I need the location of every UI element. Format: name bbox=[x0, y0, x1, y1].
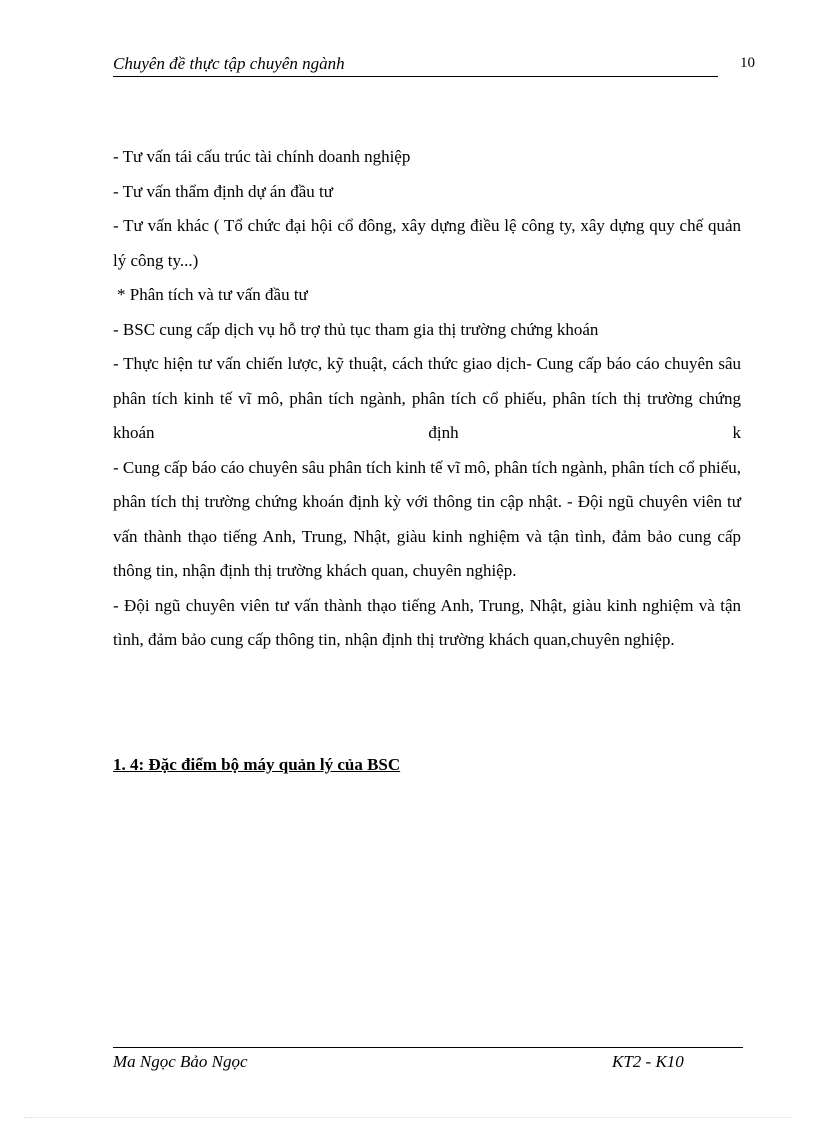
page-number: 10 bbox=[740, 55, 755, 71]
paragraph-5: - BSC cung cấp dịch vụ hỗ trợ thủ tục tham gia thị trường chứng khoán bbox=[113, 319, 599, 339]
paragraph-4: * Phân tích và tư vấn đầu tư bbox=[117, 285, 308, 304]
footer-rule bbox=[113, 1047, 743, 1048]
paragraph-7: - Cung cấp báo cáo chuyên sâu phân tích kinh tế vĩ mô, phân tích ngành, phân tích cổ phiếu, phân tích thị trường chứng khoán định kỳ với thông tin cập nhật. - Đội ngũ chuyên viên tư vấn thành thạo tiếng Anh, Trung, Nhật, giàu kinh nghiệm và tận tình, đảm bảo cung cấp thông tin, nhận định thị trường khách quan, chuyên nghiệp. bbox=[113, 457, 741, 580]
body-text bbox=[113, 140, 741, 658]
footer-author: Ma Ngọc Bảo Ngọc bbox=[113, 1052, 248, 1071]
paragraph-2: - Tư vấn thẩm định dự án đầu tư bbox=[113, 181, 333, 201]
paragraph-6: - Thực hiện tư vấn chiến lược, kỹ thuật, cách thức giao dịch- Cung cấp báo cáo chuyên sâu phân tích kinh tế vĩ mô, phân tích ngành, phân tích cổ phiếu, phân tích thị trường chứng khoán định k bbox=[113, 354, 741, 442]
header-rule bbox=[113, 76, 718, 77]
paragraph-1: - Tư vấn tái cấu trúc tài chính doanh nghiệp bbox=[113, 147, 411, 166]
section-heading: 1. 4: Đặc điểm bộ máy quản lý của BSC bbox=[113, 755, 401, 774]
footer-class: KT2 - K10 bbox=[612, 1052, 684, 1071]
paragraph-3: - Tư vấn khác ( Tổ chức đại hội cổ đông, xây dựng điều lệ công ty, xây dựng quy chế quản lý công ty...) bbox=[113, 216, 741, 270]
page-edge-divider bbox=[24, 1117, 792, 1118]
paragraph-8: - Đội ngũ chuyên viên tư vấn thành thạo tiếng Anh, Trung, Nhật, giàu kinh nghiệm và tận tình, đảm bảo cung cấp thông tin, nhận định thị trường khách quan,chuyên nghiệp. bbox=[113, 595, 741, 649]
header-title: Chuyên đề thực tập chuyên ngành bbox=[113, 54, 345, 73]
